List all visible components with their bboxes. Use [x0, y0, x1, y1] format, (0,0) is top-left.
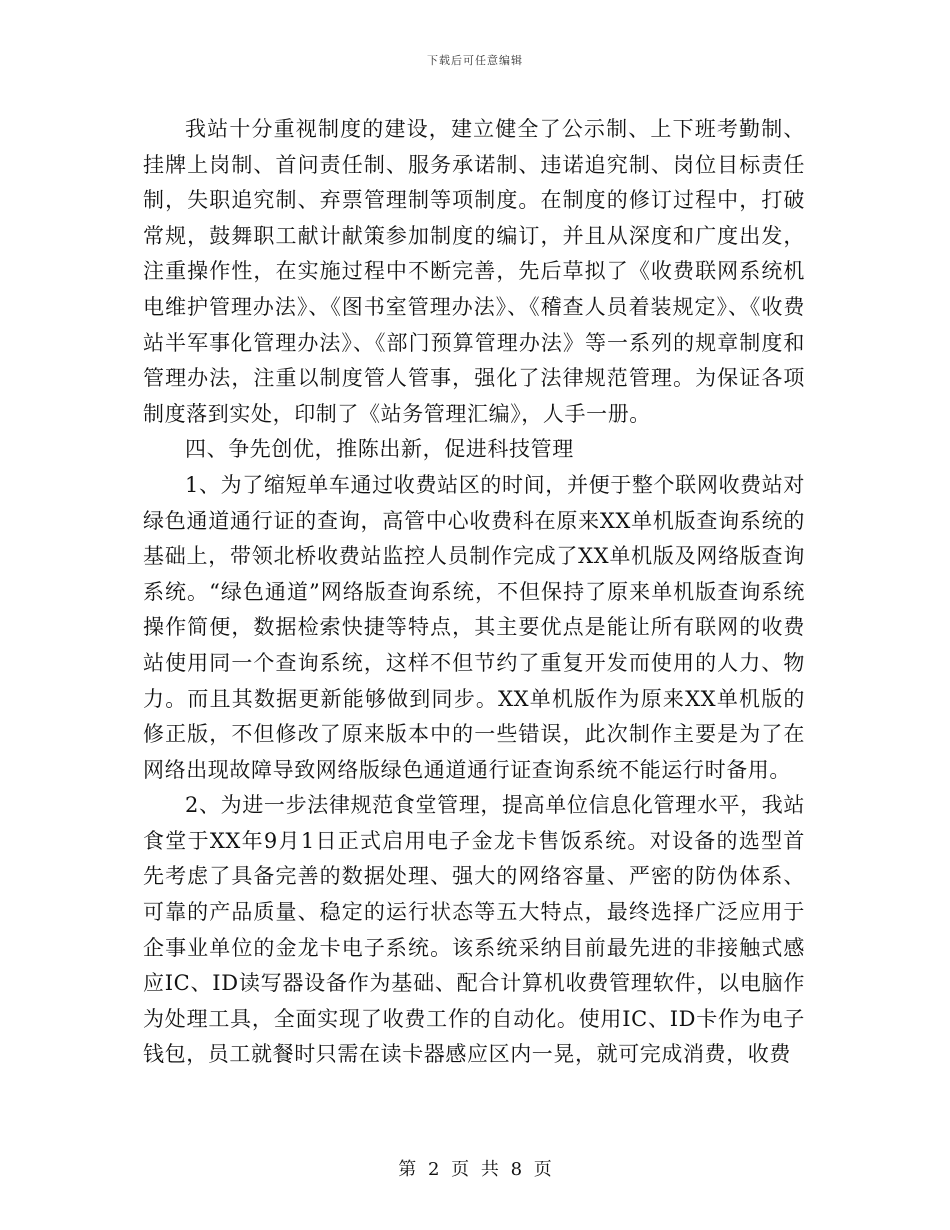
paragraph-green-channel-system: 1、为了缩短单车通过收费站区的时间，并便于整个联网收费站对绿色通道通行证的查询，高管中心收费科在原来XX单机版查询系统的基础上，带领北桥收费站监控人员制作完成了XX单机版及网络版查询系统。“绿色通道”网络版查询系统，不但保持了原来单机版查询系统操作简便，数据检索快捷等特点，其主要优点是能让所有联网的收费站使用同一个查询系统，这样不但节约了重复开发而使用的人力、物力。而且其数据更新能够做到同步。XX单机版作为原来XX单机版的修正版，不但修改了原来版本中的一些错误，此次制作主要是为了在网络出现故障导致网络版绿色通道通行证查询系统不能运行时备用。: [143, 472, 805, 782]
paragraph-canteen-card-system: 2、为进一步法律规范食堂管理，提高单位信息化管理水平，我站食堂于XX年9月1日正式启用电子金龙卡售饭系统。对设备的选型首先考虑了具备完善的数据处理、强大的网络容量、严密的防伪体系、可靠的产品质量、稳定的运行状态等五大特点，最终选择广泛应用于企事业单位的金龙卡电子系统。该系统采纳目前最先进的非接触式感应IC、ID读写器设备作为基础、配合计算机收费管理软件，以电脑作为处理工具，全面实现了收费工作的自动化。使用IC、ID卡作为电子钱包，员工就餐时只需在读卡器感应区内一晃，就可完成消费，收费: [143, 793, 805, 1067]
page-number-footer: 第 2 页 共 8 页: [398, 1159, 552, 1180]
document-body: [143, 112, 805, 1073]
section-heading-four: 四、争先创优，推陈出新，促进科技管理: [185, 437, 574, 462]
page-header: 下载后可任意编辑: [427, 54, 523, 67]
paragraph-regulations: 我站十分重视制度的建设，建立健全了公示制、上下班考勤制、挂牌上岗制、首问责任制、服务承诺制、违诺追究制、岗位目标责任制，失职追究制、弃票管理制等项制度。在制度的修订过程中，打破常规，鼓舞职工献计献策参加制度的编订，并且从深度和广度出发，注重操作性，在实施过程中不断完善，先后草拟了《收费联网系统机电维护管理办法》、《图书室管理办法》、《稽查人员着装规定》、《收费站半军事化管理办法》、《部门预算管理办法》等一系列的规章制度和管理办法，注重以制度管人管事，强化了法律规范管理。为保证各项制度落到实处，印制了《站务管理汇编》，人手一册。: [143, 117, 805, 426]
